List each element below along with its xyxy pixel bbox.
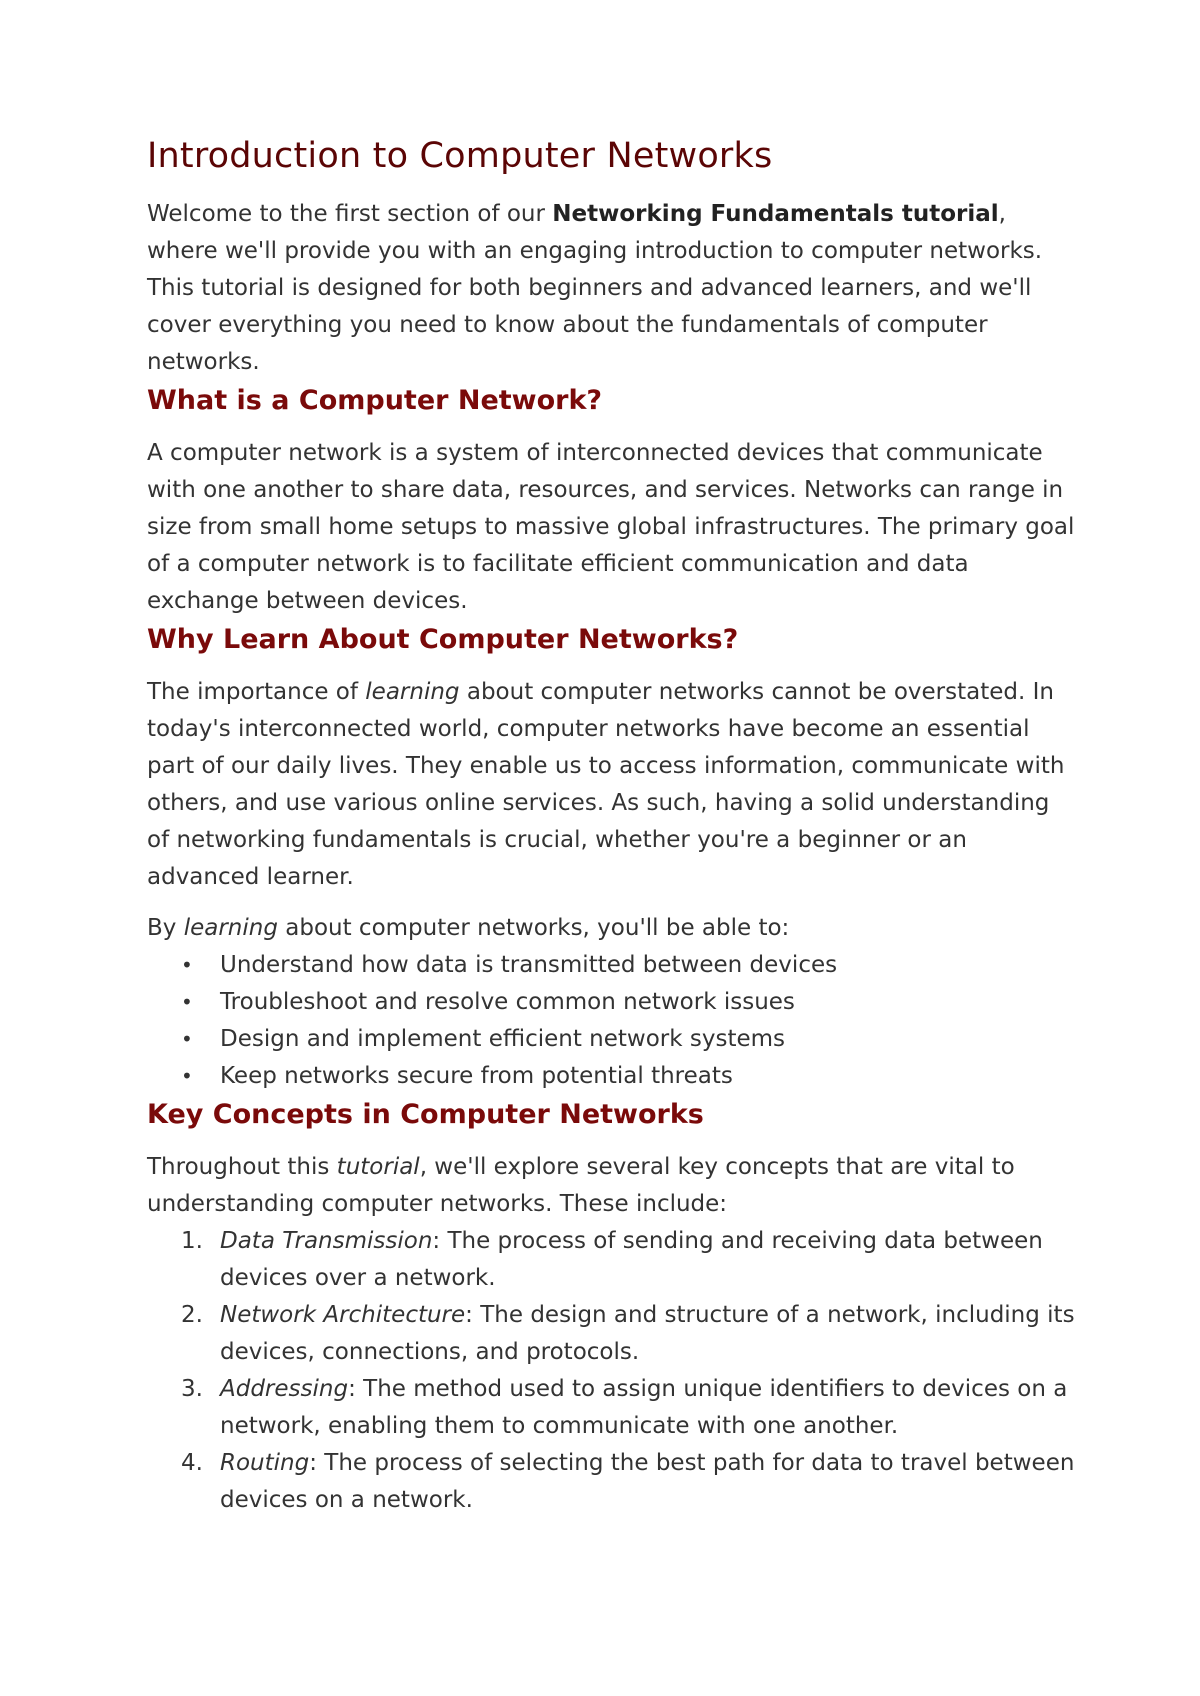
list-item	[147, 1445, 1077, 1519]
list-item-text: Understand how data is transmitted between devices	[220, 952, 838, 978]
section-heading-key: Key Concepts in Computer Networks	[147, 1099, 704, 1130]
list-number: 2.	[181, 1302, 203, 1328]
list-item	[147, 984, 1077, 1021]
intro-text-pre: Welcome to the first section of our	[147, 201, 553, 227]
what-paragraph: A computer network is a system of interconnected devices that communicate with one another to share data, resources, and services. Networks can range in size from small home setups to massive global infrastructures. The primary goal of a computer network is to facilitate efficient communication and data exchange between devices.	[147, 440, 1075, 614]
list-item-text: Keep networks secure from potential threats	[220, 1063, 733, 1089]
page-title: Introduction to Computer Networks	[147, 136, 773, 176]
key-paragraph	[147, 1149, 1077, 1223]
section-heading-what: What is a Computer Network?	[147, 385, 603, 416]
bullet-icon: •	[181, 1064, 193, 1088]
key-p-em: tutorial	[336, 1154, 420, 1180]
concepts-list	[147, 1223, 1077, 1519]
why-p1-pre: The importance of	[147, 679, 366, 705]
concept-term: Network Architecture	[220, 1302, 466, 1328]
why-p2-em: learning	[183, 915, 278, 941]
list-number: 4.	[181, 1450, 203, 1476]
why-p2-pre: By	[147, 915, 184, 941]
list-item	[147, 947, 1077, 984]
list-item	[147, 1021, 1077, 1058]
key-p-pre: Throughout this	[147, 1154, 337, 1180]
why-paragraph-2	[147, 910, 1077, 947]
intro-text-bold: Networking Fundamentals tutorial	[552, 201, 999, 227]
concept-term: Data Transmission	[220, 1228, 433, 1254]
list-item	[147, 1058, 1077, 1095]
key-p-post: , we'll explore several key concepts that are vital to understanding computer networks. These include:	[147, 1154, 1015, 1217]
list-item-text: Design and implement efficient network systems	[220, 1026, 786, 1052]
concept-desc: : The method used to assign unique identifiers to devices on a network, enabling them to communicate with one another.	[220, 1376, 1068, 1439]
concept-desc: : The process of sending and receiving data between devices over a network.	[220, 1228, 1043, 1291]
why-paragraph-1	[147, 674, 1077, 896]
benefits-list	[147, 947, 1077, 1095]
list-item	[147, 1371, 1077, 1445]
why-p2-post: about computer networks, you'll be able to:	[277, 915, 790, 941]
concept-desc: : The design and structure of a network, including its devices, connections, and protocols.	[220, 1302, 1075, 1365]
list-item	[147, 1223, 1077, 1297]
bullet-icon: •	[181, 953, 193, 977]
intro-text-post: , where we'll provide you with an engaging introduction to computer networks. This tutorial is designed for both beginners and advanced learners, and we'll cover everything you need to know about the fundamentals of computer networks.	[147, 201, 1043, 375]
bullet-icon: •	[181, 1027, 193, 1051]
why-p1-em: learning	[365, 679, 460, 705]
list-item	[147, 1297, 1077, 1371]
concept-term: Routing	[220, 1450, 310, 1476]
concept-desc: : The process of selecting the best path for data to travel between devices on a network.	[220, 1450, 1075, 1513]
document-page	[147, 130, 1077, 1519]
why-p1-post: about computer networks cannot be overstated. In today's interconnected world, computer networks have become an essential part of our daily lives. They enable us to access information, communicate with others, and use various online services. As such, having a solid understanding of networking fundamentals is crucial, whether you're a beginner or an advanced learner.	[147, 679, 1065, 890]
concept-term: Addressing	[220, 1376, 349, 1402]
list-number: 3.	[181, 1376, 203, 1402]
intro-paragraph	[147, 196, 1077, 381]
section-heading-why: Why Learn About Computer Networks?	[147, 624, 739, 655]
list-item-text: Troubleshoot and resolve common network issues	[220, 989, 795, 1015]
bullet-icon: •	[181, 990, 193, 1014]
list-number: 1.	[181, 1228, 203, 1254]
